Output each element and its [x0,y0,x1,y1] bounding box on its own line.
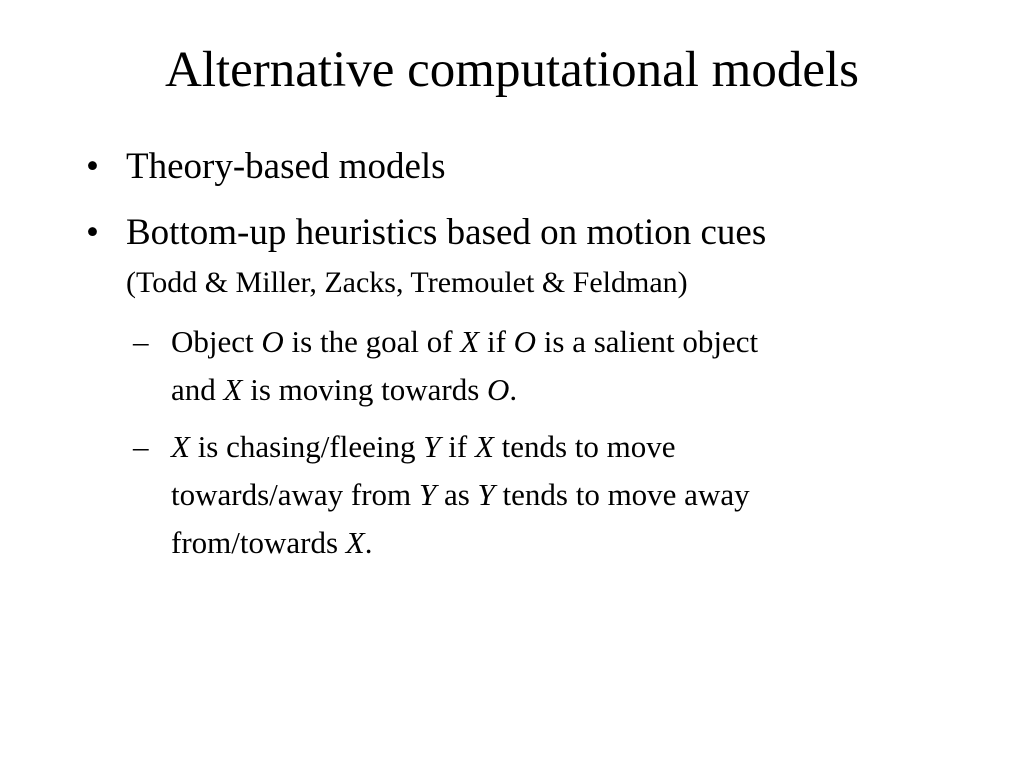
citation-text: (Todd & Miller, Zacks, Tremoulet & Feldman) [126,266,688,299]
text-run: is a salient object [536,324,759,359]
bullet-text: Theory-based models [126,146,446,187]
text-run: if [440,429,475,464]
text-line [171,471,961,519]
variable-text: X [474,429,494,464]
sub-bullet-text [171,423,961,567]
text-run: Object [171,324,262,359]
text-line [171,519,961,567]
bullet-mark: • [86,146,99,187]
text-run: is chasing/fleeing [189,429,424,464]
sub-bullet-mark: – [133,324,149,359]
text-run: . [509,372,518,407]
variable-text: Y [418,477,437,512]
sub-bullet-mark: – [133,429,149,464]
variable-text: X [171,429,190,464]
text-run: tends to move [493,429,676,464]
text-run: tends to move away [494,477,750,512]
variable-text: O [487,372,510,407]
variable-text: O [261,324,284,359]
variable-text: Y [423,429,441,464]
text-run: . [364,525,373,560]
variable-text: X [460,324,480,359]
bullet-text: Bottom-up heuristics based on motion cues [126,212,767,253]
text-line [171,366,961,414]
text-run: and [171,372,224,407]
text-run: if [479,324,514,359]
variable-text: O [513,324,537,359]
variable-text: Y [477,477,495,512]
variable-text: X [223,372,243,407]
text-run: is the goal of [283,324,461,359]
slide-title: Alternative computational models [165,42,859,98]
text-run: is moving towards [242,372,488,407]
text-line [171,423,961,471]
variable-text: X [345,525,365,560]
text-run: as [436,477,478,512]
text-run: from/towards [171,525,346,560]
bullet-mark: • [86,212,99,253]
text-run: towards/away from [171,477,419,512]
text-line [171,318,961,366]
sub-bullet-text [171,318,961,414]
